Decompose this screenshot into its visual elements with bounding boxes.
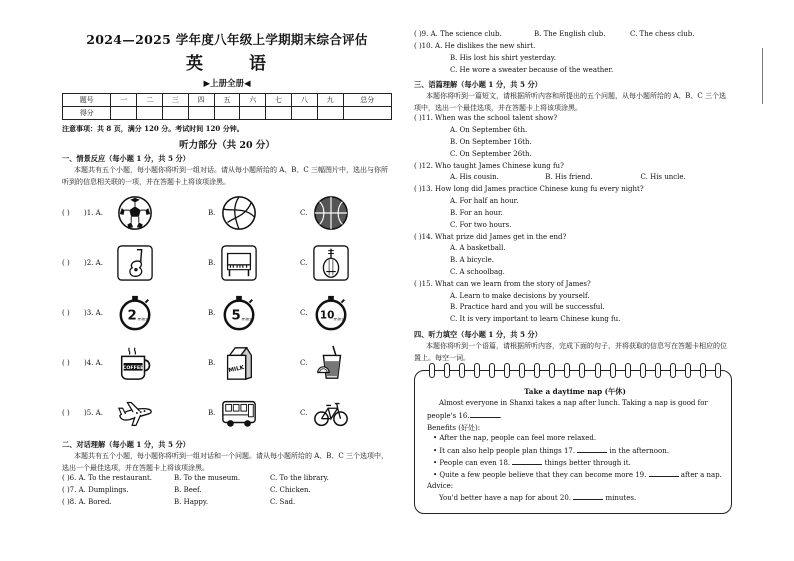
milk-carton-icon [220, 344, 258, 382]
ring-icon [700, 363, 706, 378]
score-blank[interactable] [291, 107, 317, 120]
volleyball-icon [220, 194, 258, 232]
left-column [62, 30, 392, 510]
score-cell: 六 [240, 94, 266, 107]
option-line[interactable]: B. His lost his shirt yesterday. [450, 53, 557, 62]
juice-glass-icon [312, 344, 350, 382]
option-b[interactable] [208, 344, 300, 382]
score-cell: 八 [291, 94, 317, 107]
answer-blank-19[interactable] [649, 470, 679, 477]
bus-icon [220, 394, 258, 432]
section4-instructions: 本题你将听到一个语篇，请根据所听内容，完成下面的句子，并将获取的信息写在答题卡相应的位置上。每空一词。 [414, 341, 727, 362]
benefit-4: • Quite a few people believe that they can become more 19. after a nap. [433, 470, 722, 479]
margin-rule [762, 48, 763, 104]
score-cell: 二 [137, 94, 163, 107]
option-b[interactable] [208, 194, 300, 232]
ring-icon [489, 363, 495, 378]
right-column [414, 30, 732, 514]
picture-row [62, 388, 392, 438]
exam-title: 2024—2025 学年度八年级上学期期末综合评估 [86, 32, 368, 47]
advice-line: You'd better have a nap for about 20. minutes. [439, 494, 637, 503]
ring-icon [549, 363, 555, 378]
timer-5-icon [220, 294, 258, 332]
answer-blank-20[interactable] [573, 493, 603, 500]
subject-title: 英 语 [186, 54, 286, 74]
ring-icon [640, 363, 646, 378]
option-line[interactable]: C. It is very important to learn Chinese kung fu. [450, 315, 621, 324]
score-cell: 题号 [63, 94, 111, 107]
option-line[interactable]: C. For two hours. [450, 220, 512, 229]
question-12[interactable]: ( )12. Who taught James Chinese kung fu? [414, 161, 564, 170]
option-line[interactable]: A. A basketball. [450, 244, 506, 253]
notebook-box [414, 370, 732, 514]
answer-blank-16[interactable] [470, 411, 500, 418]
ring-icon [670, 363, 676, 378]
question-7[interactable]: ( )7. A. Dumplings. B. Beef. C. Chicken. [62, 486, 311, 494]
question-10[interactable]: ( )10. A. He dislikes the new shirt. [414, 42, 536, 50]
coffee-cup-icon [116, 344, 154, 382]
answer-paren[interactable]: ( ) [62, 409, 70, 417]
ring-icon [610, 363, 616, 378]
ring-icon [579, 363, 585, 378]
note-intro-blank-line: people's 16. . [427, 411, 502, 420]
exam-note: 注意事项：共 8 页，满分 120 分。考试时间 120 分钟。 [62, 124, 244, 133]
score-cell: 九 [317, 94, 343, 107]
option-line[interactable]: C. On September 26th. [450, 149, 532, 158]
score-table [62, 93, 392, 120]
option-c[interactable] [300, 244, 392, 282]
option-letter: C. [300, 359, 308, 367]
benefits-label: Benefits (好处): [427, 423, 481, 432]
timer-2-icon [116, 294, 154, 332]
basketball-icon [312, 194, 350, 232]
book-scope: ▶上册全册◀ [203, 79, 251, 89]
svg-text:mins: mins [241, 317, 252, 323]
picture-row [62, 338, 392, 388]
option-a[interactable] [116, 194, 208, 232]
ring-icon [595, 363, 601, 378]
option-letter: B. [208, 309, 216, 317]
option-line[interactable]: A. On September 6th. [450, 126, 528, 135]
score-blank[interactable] [111, 107, 137, 120]
option-line[interactable]: B. For an hour. [450, 208, 503, 217]
section1-title: 一、情景反应（每小题 1 分，共 5 分） [62, 154, 190, 163]
option-letter: B. [208, 359, 216, 367]
question-number: )5. A. [84, 409, 103, 417]
answer-paren[interactable]: ( ) [62, 209, 70, 217]
option-b[interactable] [208, 244, 300, 282]
question-number: )4. A. [84, 359, 103, 367]
svg-text:2: 2 [127, 308, 137, 324]
option-a[interactable] [116, 394, 208, 432]
notebook-rings [429, 363, 721, 378]
ring-icon [534, 363, 540, 378]
ring-icon [444, 363, 450, 378]
benefit-1: • After the nap, people can feel more relaxed. [433, 434, 597, 443]
option-line[interactable]: A. For half an hour. [450, 197, 519, 206]
timer-10-icon [312, 294, 350, 332]
question-15[interactable]: ( )15. What can we learn from the story of James? [414, 279, 591, 288]
score-blank[interactable] [162, 107, 188, 120]
section2-instructions: 本题共有五个小题，每小题你将听到一组对话和一个问题。请从每小题所给的 A、B、C 三个选项中，选出一个最佳选项，并在答题卡上将该项涂黑。 [62, 452, 389, 472]
section1-instructions: 本题共有五个小题，每小题你将听到一组对话。请从每小题所给的 A、B、C 三幅图片中，选出与你所听到的信息相关联的一项，并在答题卡上将该项涂黑。 [62, 166, 389, 186]
question-13[interactable]: ( )13. How long did James practice Chinese kung fu every night? [414, 185, 644, 194]
svg-text:mins: mins [137, 317, 148, 323]
question-14[interactable]: ( )14. What prize did James get in the end? [414, 232, 567, 241]
option-c[interactable] [300, 394, 392, 432]
benefit-2: • It can also help people plan things 17. in the afternoon. [433, 447, 669, 456]
score-blank[interactable] [343, 107, 391, 120]
ring-icon [504, 363, 510, 378]
guitar-icon [116, 244, 154, 282]
answer-blank-17[interactable] [577, 446, 607, 453]
score-cell: 五 [214, 94, 240, 107]
picture-row [62, 238, 392, 288]
option-line[interactable]: B. Practice hard and you will be successful. [450, 303, 605, 312]
ring-icon [685, 363, 691, 378]
option-a[interactable] [116, 344, 208, 382]
section3-title: 三、语篇理解（每小题 1 分，共 5 分） [414, 80, 542, 90]
svg-text:10: 10 [319, 309, 335, 322]
score-cell: 得分 [63, 107, 111, 120]
soccer-ball-icon [116, 194, 154, 232]
answer-blank-18[interactable] [512, 458, 542, 465]
ring-icon [625, 363, 631, 378]
option-letter: C. [300, 309, 308, 317]
score-blank[interactable] [214, 107, 240, 120]
section2-title: 二、对话理解（每小题 1 分，共 5 分） [62, 440, 190, 449]
bicycle-icon [312, 394, 350, 432]
question-9[interactable]: ( )9. A. The science club. B. The English club. C. The chess club. [414, 30, 695, 38]
note-title: Take a daytime nap (午休) [524, 386, 626, 396]
score-cell: 一 [111, 94, 137, 107]
ring-icon [519, 363, 525, 378]
option-c[interactable] [300, 294, 392, 332]
question-number: )3. A. [84, 309, 103, 317]
svg-text:COFFEE: COFFEE [122, 366, 144, 372]
answer-paren[interactable]: ( ) [62, 359, 70, 367]
answer-paren[interactable]: ( ) [62, 259, 70, 267]
airplane-icon [116, 394, 154, 432]
score-value-row [63, 107, 392, 120]
piano-icon [220, 244, 258, 282]
question-number: )2. A. [84, 259, 103, 267]
pipa-icon [312, 244, 350, 282]
option-letter: B. [208, 259, 216, 267]
score-blank[interactable] [266, 107, 292, 120]
score-blank[interactable] [188, 107, 214, 120]
ring-icon [474, 363, 480, 378]
note-intro: Almost everyone in Shanxi takes a nap after lunch. Taking a nap is good for [439, 398, 708, 407]
option-letter: B. [208, 209, 216, 217]
ring-icon [564, 363, 570, 378]
option-line[interactable]: A. Learn to make decisions by yourself. [450, 291, 590, 300]
svg-text:5: 5 [231, 308, 241, 324]
question-number: )1. A. [84, 209, 103, 217]
option-line[interactable]: A. His cousin. B. His friend. C. His uncle. [450, 173, 686, 182]
question-11[interactable]: ( )11. When was the school talent show? [414, 114, 558, 123]
ring-icon [715, 363, 721, 378]
option-a[interactable] [116, 244, 208, 282]
benefit-3: • People can even 18. things better through it. [433, 458, 631, 467]
section4-title: 四、听力填空（每小题 1 分，共 5 分） [414, 329, 542, 339]
option-b[interactable] [208, 294, 300, 332]
score-cell: 四 [188, 94, 214, 107]
option-letter: C. [300, 259, 308, 267]
advice-label: Advice: [427, 481, 454, 490]
score-blank[interactable] [240, 107, 266, 120]
score-cell: 三 [162, 94, 188, 107]
section3-instructions: 本题你将听到一篇短文，请根据所听内容和所提出的五个问题，从每小题所给的 A、B、C 三个选项中，选出一个最佳选项，并在答题卡上将该项涂黑。 [414, 92, 727, 113]
option-c[interactable] [300, 344, 392, 382]
svg-text:MILK: MILK [228, 365, 245, 375]
option-line[interactable]: B. A bicycle. [450, 256, 494, 265]
ring-icon [429, 363, 435, 378]
svg-text:mins: mins [333, 317, 344, 323]
picture-row [62, 288, 392, 338]
picture-row [62, 188, 392, 238]
score-cell: 总分 [343, 94, 391, 107]
option-b[interactable] [208, 394, 300, 432]
question-8[interactable]: ( )8. A. Bored. B. Happy. C. Sad. [62, 498, 296, 506]
picture-questions [62, 188, 392, 438]
score-cell: 七 [266, 94, 292, 107]
option-line[interactable]: B. On September 16th. [450, 137, 532, 146]
ring-icon [459, 363, 465, 378]
option-letter: C. [300, 409, 308, 417]
option-line[interactable]: C. He wore a sweater because of the weather. [450, 65, 614, 74]
option-c[interactable] [300, 194, 392, 232]
option-a[interactable] [116, 294, 208, 332]
option-line[interactable]: C. A schoolbag. [450, 267, 505, 276]
listening-part-title: 听力部分（共 20 分） [179, 140, 275, 151]
answer-paren[interactable]: ( ) [62, 309, 70, 317]
question-6[interactable]: ( )6. A. To the restaurant. B. To the museum. C. To the library. [62, 474, 329, 482]
option-letter: B. [208, 409, 216, 417]
score-header-row [63, 94, 392, 107]
option-letter: C. [300, 209, 308, 217]
ring-icon [655, 363, 661, 378]
score-blank[interactable] [137, 107, 163, 120]
score-blank[interactable] [317, 107, 343, 120]
